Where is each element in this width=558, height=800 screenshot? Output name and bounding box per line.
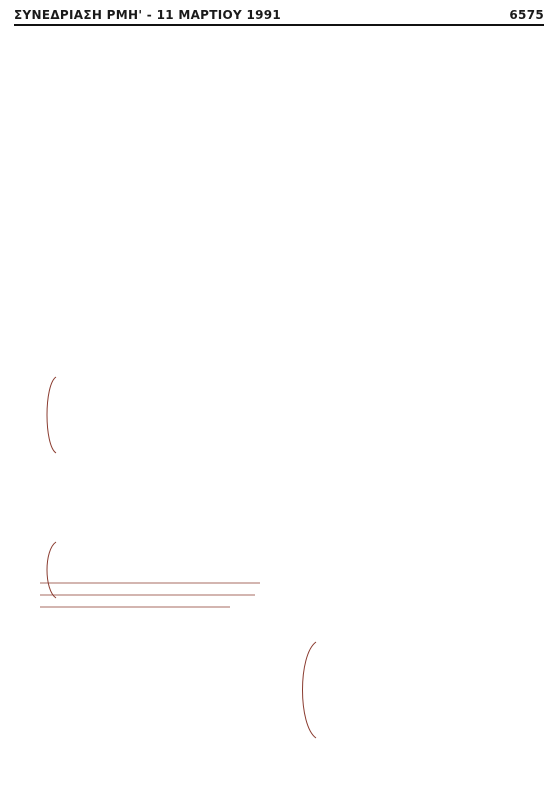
header-rule [14, 24, 544, 26]
session-title: ΣΥΝΕΔΡΙΑΣΗ ΡΜΗ' - 11 ΜΑΡΤΙΟΥ 1991 [14, 8, 282, 22]
page-number: 6575 [509, 8, 544, 22]
right-column [292, 30, 544, 795]
left-column [14, 30, 266, 795]
page-header [14, 6, 544, 22]
